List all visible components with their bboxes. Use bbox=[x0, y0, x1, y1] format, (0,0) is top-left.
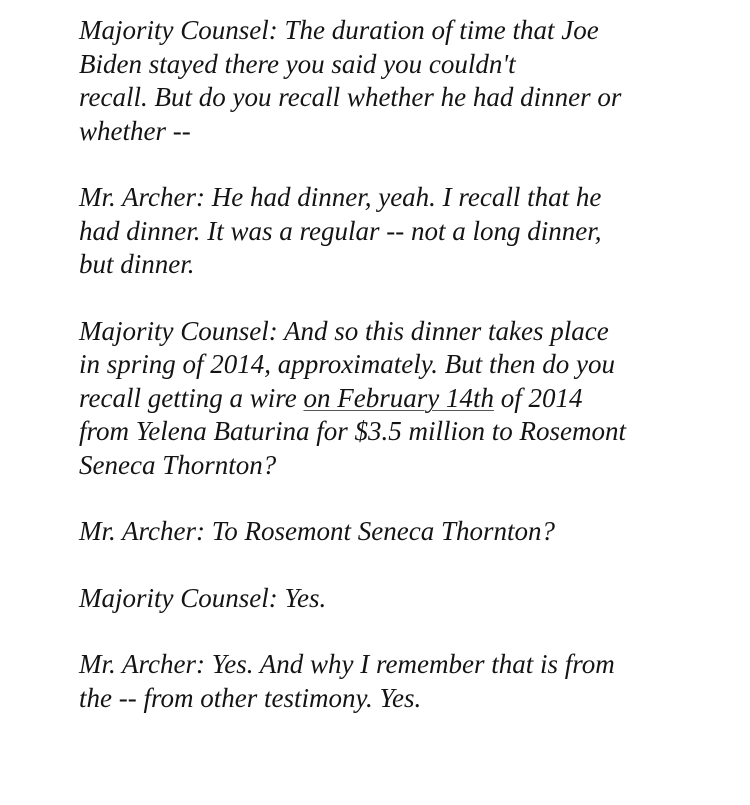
line-text: recall. But do you recall whether he had dinner or bbox=[79, 82, 622, 112]
line-text: the -- from other testimony. Yes. bbox=[79, 682, 422, 713]
line-text: And so this dinner takes place bbox=[277, 315, 609, 346]
line-text: from Yelena Baturina for $3.5 million to Rosemont bbox=[79, 416, 627, 446]
underlined-date: on February 14th bbox=[303, 382, 494, 413]
speaker-label: Majority Counsel: bbox=[79, 582, 278, 613]
transcript bbox=[79, 14, 719, 748]
exchange-5 bbox=[79, 582, 719, 616]
line bbox=[79, 582, 719, 616]
exchange-2 bbox=[79, 181, 719, 282]
line-text: Yes. bbox=[277, 582, 327, 613]
line bbox=[79, 648, 719, 682]
exchange-3 bbox=[79, 315, 719, 483]
exchange-6 bbox=[79, 648, 719, 715]
line-text: He had dinner, yeah. I recall that he bbox=[204, 182, 602, 212]
line-text: in spring of 2014, approximately. But then do you bbox=[79, 349, 615, 379]
exchange-4 bbox=[79, 515, 719, 549]
line-text: of 2014 bbox=[493, 382, 583, 413]
line bbox=[79, 14, 719, 48]
speaker-label: Mr. Archer: bbox=[79, 649, 205, 679]
speaker-label: Mr. Archer: bbox=[79, 182, 205, 212]
line-text: recall getting a wire bbox=[79, 382, 304, 413]
line bbox=[79, 515, 719, 549]
line-text: Yes. And why I remember that is from bbox=[204, 649, 615, 679]
line-text: The duration of time that Joe bbox=[277, 15, 599, 45]
line-text: whether -- bbox=[79, 115, 191, 146]
line-text: had dinner. It was a regular -- not a long dinner, bbox=[79, 215, 602, 246]
line bbox=[79, 315, 719, 349]
exchange-1 bbox=[79, 14, 719, 148]
speaker-label: Majority Counsel: bbox=[79, 15, 278, 45]
line-text: but dinner. bbox=[79, 249, 195, 279]
line bbox=[79, 382, 719, 416]
speaker-label: Mr. Archer: bbox=[79, 516, 205, 546]
line-text: To Rosemont Seneca Thornton? bbox=[204, 516, 555, 546]
line bbox=[79, 181, 719, 215]
line-text: Seneca Thornton? bbox=[79, 449, 277, 480]
speaker-label: Majority Counsel: bbox=[79, 315, 278, 346]
line-text: Biden stayed there you said you couldn't bbox=[79, 48, 516, 79]
